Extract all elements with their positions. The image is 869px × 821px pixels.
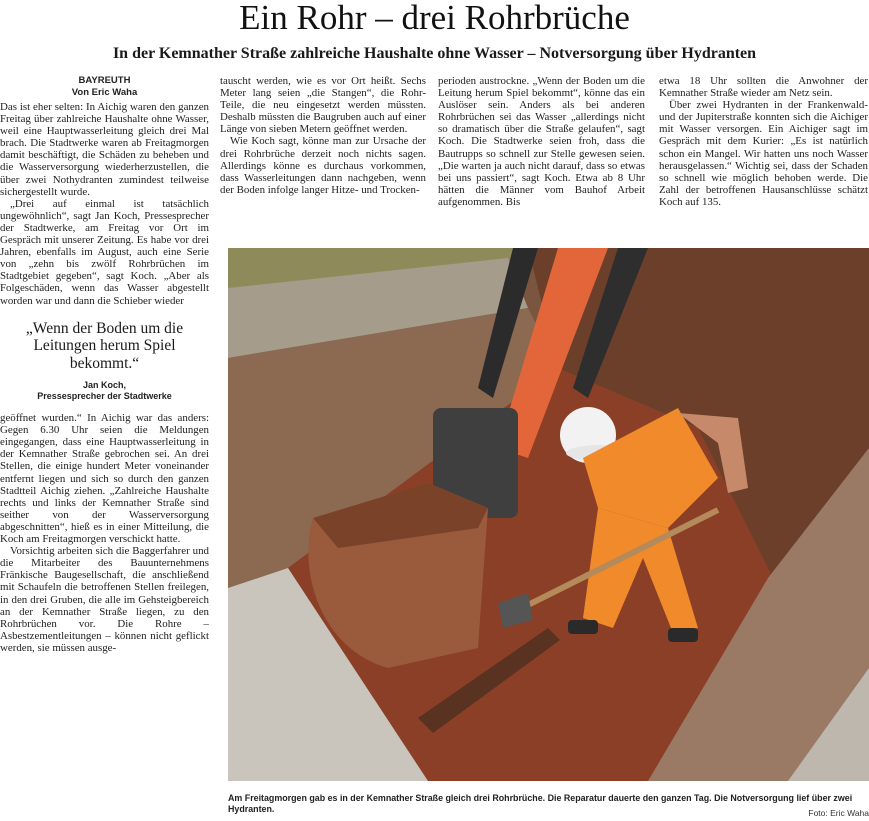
paragraph: Wie Koch sagt, könne man zur Ursache der drei Rohrbrüche derzeit noch nichts sagen. Allerdings könne es durchaus vorkommen, dass Wasserleitungen dann nachgeben, wenn der Boden infolge langer Hitze- und Trocken- (220, 135, 426, 196)
author-byline: Von Eric Waha (71, 86, 138, 98)
quote-author-role: Pressesprecher der Stadtwerke (37, 391, 172, 402)
paragraph: „Drei auf einmal ist tatsächlich ungewöhnlich“, sagt Jan Koch, Pressesprecher der Stadtwerke, am Freitag vor Ort im Gespräch mit unserer Zeitung. Es habe vor drei Jahren, ebenfalls im August, auch eine Serie von „zehn bis zwölf Rohrbrüchen im Stadtgebiet gegeben“, sagt Koch. „Aber als Folgeschäden, wenn das Wasser abgestellt worden war und dann die Schieber wieder (0, 197, 209, 307)
paragraph: perioden austrockne. „Wenn der Boden um die Leitung herum Spiel bekommt“, könne das ein Auslöser sein. Anders als bei anderen Rohrbrüchen sei das Wasser „allerdings nicht so dramatisch über die Straße gelaufen“, sagt Koch. Die Stadtwerke seien froh, dass die Bautrupps so schnell zur Stelle gewesen seien. „Die warten ja auch nicht darauf, dass so etwas bei uns passiert“, sagt Koch. Etwa ab 8 Uhr hätten die Männer vom Bauhof Arbeit aufgenommen. Bis (438, 75, 645, 208)
column-4 (659, 75, 868, 208)
photo-credit: Foto: Eric Waha (808, 808, 869, 818)
headline: Ein Rohr – drei Rohrbrüche (239, 0, 630, 37)
photo-caption: Am Freitagmorgen gab es in der Kemnather Straße gleich drei Rohrbrüche. Die Reparatur dauerte den ganzen Tag. Die Notversorgung lief über zwei Hydranten. (228, 793, 853, 814)
paragraph: Vorsichtig arbeiten sich die Baggerfahrer und die Mitarbeiter des Bauunternehmens Fränkische Baugesellschaft, die anschließend mit Schaufeln die betroffenen Stellen freilegen, in den drei Gruben, die alle im Gehsteigbereich an der Kemnather Straße liegen, zu den Rohrbrüchen vor. Die Rohre – Asbestzementleitungen – können nicht geflickt werden, sie müssen ausge- (0, 545, 209, 654)
dateline: BAYREUTH (78, 75, 131, 86)
column-1 (0, 75, 209, 654)
quote-author (0, 380, 209, 402)
paragraph: etwa 18 Uhr sollten die Anwohner der Kemnather Straße wieder am Netz sein. (659, 75, 868, 100)
paragraph: tauscht werden, wie es vor Ort heißt. Sechs Meter lang seien „die Stangen“, die Rohr-Teile, die neu eingesetzt werden müssten. Deshalb müssten die Baugruben auch auf einer Länge von sieben Metern geöffnet werden. (220, 75, 426, 136)
subheadline: In der Kemnather Straße zahlreiche Haushalte ohne Wasser – Notversorgung über Hydranten (112, 45, 757, 62)
quote-author-name: Jan Koch, (82, 380, 126, 391)
excavation-illustration (228, 248, 869, 781)
boot-right (668, 628, 698, 642)
paragraph: Über zwei Hydranten in der Frankenwald- und der Jupiterstraße konnten sich die Aichiger mit Wasser versorgen. Ein Aichiger sagt im Gespräch mit dem Kurier: „Es ist natürlich schon ein Mangel. Wir hatten uns noch Wasser herausgelassen.“ Wichtig sei, dass der Schaden so schnell wie möglich behoben werde. Die Zahl der betroffenen Hausanschlüsse schätzt Koch auf 135. (659, 99, 868, 208)
paragraph: geöffnet wurden.“ In Aichig war das anders: Gegen 6.30 Uhr seien die Meldungen eingegangen, dass eine Hauptwasserleitung in der Kemnather Straße gebrochen sei. An drei Stellen, die einige hundert Meter voneinander entfernt liegen und sich so durch den ganzen Stadtteil Aichig ziehen. „Zahlreiche Haushalte rechts und links der Kemnather Straße sind seither von der Wasserversorgung abgeschnitten“, hieß es in einer Mitteilung, die Koch am Freitagmorgen verschickt hatte. (0, 412, 209, 546)
column-3 (438, 75, 645, 208)
boot-left (568, 620, 598, 634)
article-photo (228, 248, 869, 781)
paragraph: Das ist eher selten: In Aichig waren den ganzen Freitag über zahlreiche Haushalte ohne Wasser, weil eine Hauptwasserleitung gleich drei Mal brach. Die Stadtwerke waren ab Freitagmorgen damit beschäftigt, die Schäden zu beheben und die Wasserversorgung wiederherzustellen, die über zwei Nothydranten zumindest teilweise sichergestellt wurde. (0, 101, 209, 198)
pull-quote: „Wenn der Boden um die Leitungen herum Spiel bekommt.“ (25, 319, 184, 372)
column-2 (220, 75, 426, 196)
